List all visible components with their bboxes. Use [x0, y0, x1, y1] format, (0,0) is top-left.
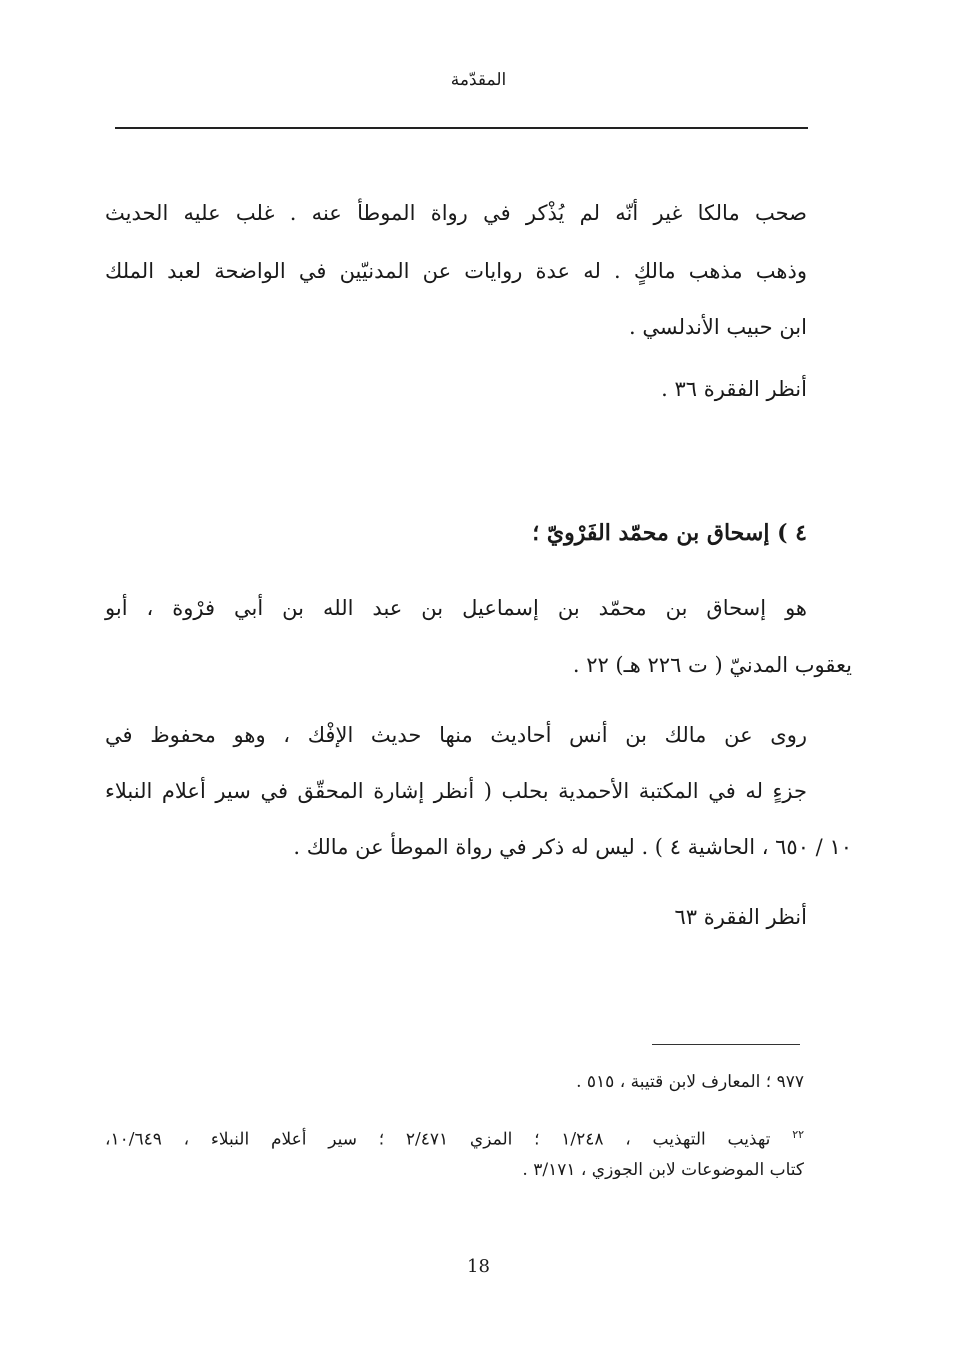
page-number: 18 [467, 1256, 490, 1277]
body-line: هو إسحاق بن محمّد بن إسماعيل بن عبد الله بن أبي فرْوة ، أبو [105, 596, 807, 620]
body-line: ١٠ / ٦٥٠ ، الحاشية ٤ ) . ليس له ذكر في رواة الموطأ عن مالك . [293, 835, 852, 859]
body-line: ابن حبيب الأندلسي . [629, 315, 807, 339]
body-line: روى عن مالك بن أنس أحاديث منها حديث الإفْك ، وهو محفوظ في [105, 723, 807, 747]
footnote-line: كتاب الموضوعات لابن الجوزي ، ٣/١٧١ . [522, 1160, 804, 1180]
body-line: وذهب مذهب مالكٍ . له عدة روايات عن المدنيّين في الواضحة لعبد الملك [105, 259, 807, 283]
footnote-rule [652, 1044, 800, 1045]
cross-reference: أنظر الفقرة ٦٣ [674, 905, 807, 929]
footnote-text: تهذيب التهذيب ، ١/٢٤٨ ؛ المزي ٢/٤٧١ ؛ سير أعلام النبلاء ، ١٠/٦٤٩، [105, 1129, 771, 1150]
body-line: جزءٍ له في المكتبة الأحمدية بحلب ( أنظر إشارة المحقّق في سير أعلام النبلاء [105, 779, 807, 803]
footnote-22-line [105, 1122, 804, 1153]
entry-heading: ٤ ) إسحاق بن محمّد الفَرْويّ ؛ [532, 520, 807, 546]
footnote-line: ٩٧٧ ؛ المعارف لابن قتيبة ، ٥١٥ . [576, 1072, 804, 1092]
body-line: يعقوب المدنيّ ( ت ٢٢٦ هـ) ٢٢ . [572, 653, 852, 677]
body-line: صحب مالكا غير أنّه لم يُذْكر في رواة الموطأ عنه . غلب عليه الحديث [105, 201, 807, 225]
footnote-number: ٢٢ [792, 1128, 805, 1141]
header-rule [115, 127, 808, 129]
cross-reference: أنظر الفقرة ٣٦ . [661, 377, 807, 401]
running-header-title: المقدّمة [450, 70, 507, 90]
